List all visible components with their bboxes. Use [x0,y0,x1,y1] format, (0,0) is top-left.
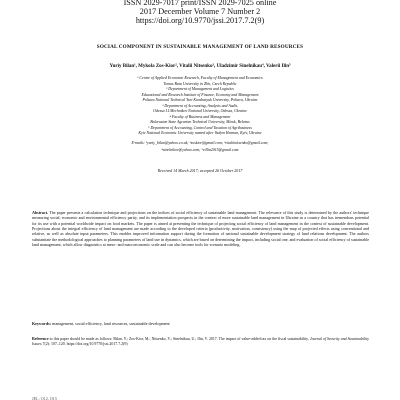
affiliation-line: ⁴ Faculty of Business and Management [169,114,231,119]
abstract-text: The paper presents a calculation technique and projections on the indices of social efficiency of sustainable land management. The relevance of this study is determined by the authors' technique measuring social, economic and environmental efficiency parity, and its implementation prospects in the context of more sustainable land management in Ukraine as a country that has tremendous potential for its use with a potential worldwide impact on food markets. The paper is aimed at presenting the technique of projecting social efficiency of land management in the context of sustainable development. Projections about the integral efficiency of land management are made according to the developed criteria (productivity, motivation, consistency) using the map of projected effects using conventional and relative, as well as absolute input parameters. This enables improved information support during the formation of national sustainable development strategy of land relations development. The authors substantiate the methodological approaches to planning parameters of land use in dynamics, which are based on determining the impact, including social one, and evaluation of social efficiency of sustainable land management, which allow diagnostics at meso- and macroeconomic scale and can also become tools for scenario modeling. [32,210,369,248]
affiliation-line: ¹ Centre of Applied Economic Research, Faculty of Management and Economics [137,76,263,80]
affiliation-line: ⁵ Department of Accounting, Control and Taxation of Agribusiness [148,125,252,130]
article-title: SOCIAL COMPONENT IN SUSTAINABLE MANAGEMENT OF LAND RESOURCES [96,44,304,50]
citation-reference [32,337,369,347]
abstract-label: Abstract. [32,210,49,215]
keywords-label: Keywords: [32,321,52,326]
affiliation-line: ³ Department of Accounting, Analysis and Audit, [162,103,238,108]
abstract [32,210,369,247]
keywords-text: management, social efficiency, land resources, sustainable development [52,321,170,326]
reference-journal: Journal of Security and Sustainability Issues [32,337,369,347]
author-list: Yuriy Bilan¹, Mykola Zos-Kior², Vitalii Nitsenko³, Uladzimir Sinelnikau⁴, Valerii Ilin⁵ [109,64,291,69]
affiliation-line: Odessa I.I.Mechnikov National University, Odessa, Ukraine [153,109,247,113]
reference-doi[interactable]: 7(2): 107–120. https://doi.org/10.9770/jssi.2017.7.2(9) [42,342,128,347]
reference-label: Reference [32,337,49,341]
doi-link[interactable]: https://doi.org/10.9770/jssi.2017.7.2(9) [135,16,265,25]
email-line: ⁴sinelnikov@yahoo.com; ⁵villin2015@gmail.com [161,147,239,152]
affiliation-line: Kyiv National Economic University named after Vadym Hetman, Kyiv, Ukraine [138,131,262,135]
reference-text: to this paper should be made as follows: Bilan, Y.; Zos-Kior, M.; Nitsenko, V.; Sinelnikau, U.; Ilin, V. 2017. The impact of value-added tax on the fiscal sustainability, [49,337,309,341]
jel-classification: JEL: Q12, Q15 [32,396,57,400]
keywords [32,321,369,326]
affiliation-line: Tomas Bata University in Zlín, Czech Republic [163,81,237,86]
email-line: E-mails: ¹yuriy_bilan@yahoo.co.uk; ²zoskior@gmail.com; ³vitaliinitsenko@gmail.com; [131,141,269,145]
affiliation-line: Belarusian State Agrarian Technical University, Minsk, Belarus [150,120,250,124]
affiliation-line: ² Department of Management and Logistics [166,87,234,91]
affiliation-line: Poltava National Technical Yuri Kondratyuk University, Poltava, Ukraine [142,98,258,102]
issue-line: 2017 December Volume 7 Number 2 [139,7,261,16]
received-dates: Received 14 March 2017; accepted 26 October 2017 [157,168,243,173]
affiliation-line: Educational and Research Institute of Finance, Economy and Management [141,92,259,97]
issn-line: ISSN 2029-7017 print/ISSN 2029-7025 online [123,0,277,7]
